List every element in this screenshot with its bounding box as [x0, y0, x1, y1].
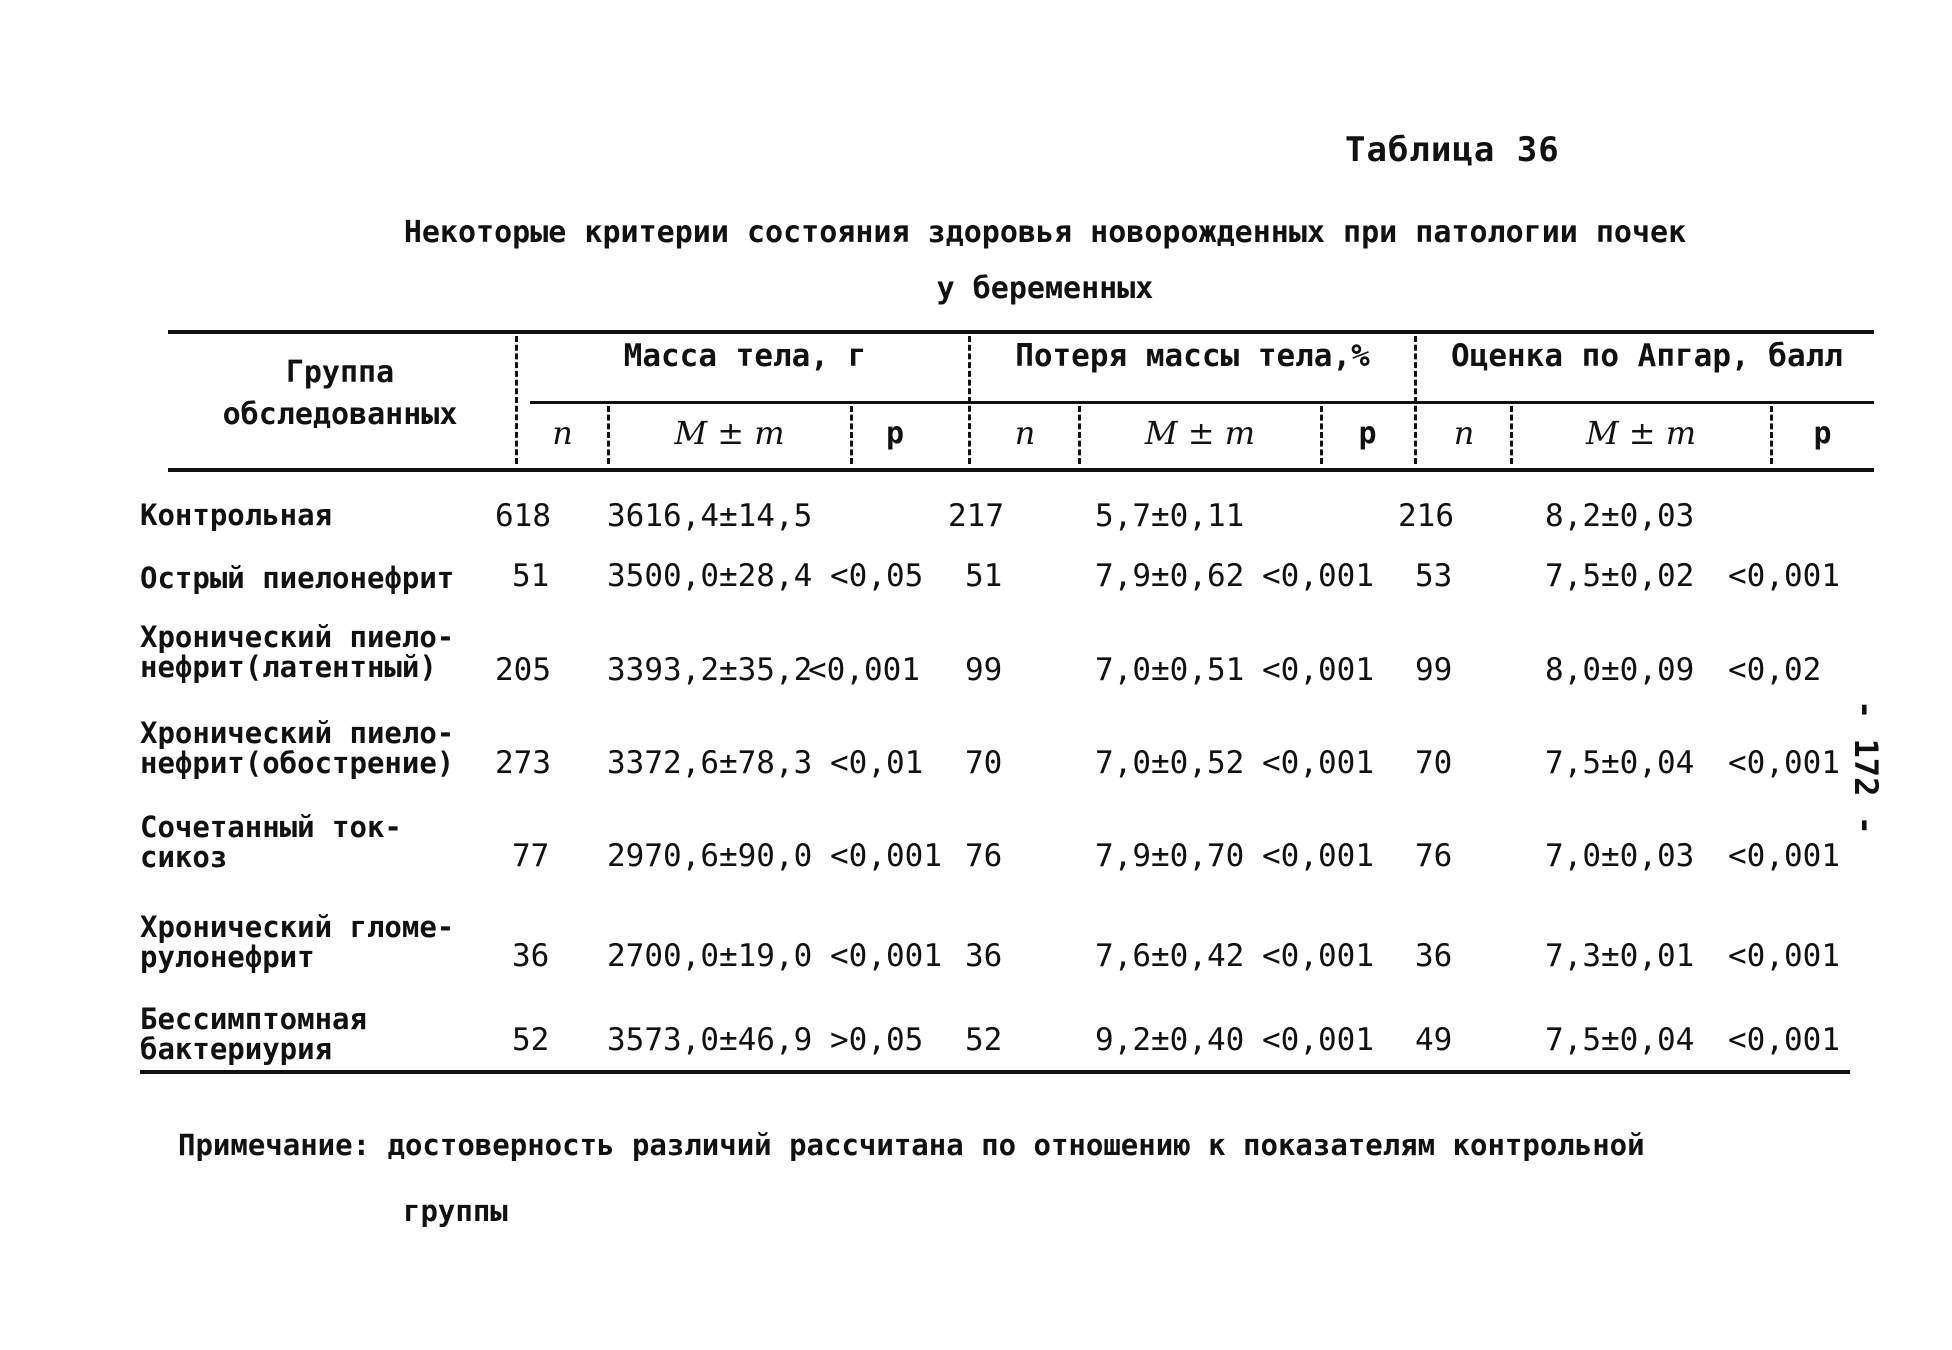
subheader-mean: M ± m: [1144, 414, 1256, 452]
mass-n: 273: [495, 745, 551, 781]
loss-mean: 5,7±0,11: [1095, 498, 1245, 534]
apgar-n: 76: [1415, 838, 1453, 874]
header-apgar: Оценка по Апгар, балл: [1451, 338, 1843, 374]
apgar-p: <0,001: [1728, 558, 1840, 594]
loss-p: <0,001: [1262, 1022, 1374, 1058]
mass-n: 205: [495, 652, 551, 688]
table-title-line-1: Некоторые критерии состояния здоровья новорожденных при патологии почек: [403, 215, 1687, 250]
header-separator: [515, 336, 518, 464]
apgar-mean: 7,5±0,02: [1545, 558, 1695, 594]
mass-mean: 3372,6±78,3: [607, 745, 813, 781]
subheader-n: n: [1453, 414, 1475, 452]
mass-n: 618: [495, 498, 551, 534]
row-group: Хронический пиело- нефрит(латентный): [140, 620, 455, 684]
mass-p: <0,01: [830, 745, 924, 781]
mass-n: 51: [512, 558, 550, 594]
header-mass-loss: Потеря массы тела,%: [1015, 338, 1370, 374]
header-group: Группа обследованных: [222, 355, 458, 432]
mass-p: <0,05: [830, 558, 924, 594]
apgar-n: 49: [1415, 1022, 1453, 1058]
table-bottom-rule: [140, 1070, 1850, 1074]
mass-mean: 3393,2±35,2: [607, 652, 813, 688]
subheader-n: n: [552, 414, 573, 452]
row-group: Контрольная: [140, 498, 333, 532]
loss-p: <0,001: [1262, 838, 1374, 874]
page-number: - 172 -: [1847, 700, 1885, 835]
mass-mean: 3573,0±46,9: [607, 1022, 813, 1058]
header-separator: [850, 406, 853, 464]
loss-mean: 7,9±0,62: [1095, 558, 1245, 594]
loss-p: <0,001: [1262, 938, 1374, 974]
apgar-p: <0,001: [1728, 1022, 1840, 1058]
header-separator: [1510, 406, 1513, 464]
header-separator: [1078, 406, 1081, 464]
loss-mean: 7,6±0,42: [1095, 938, 1245, 974]
apgar-mean: 7,5±0,04: [1545, 745, 1695, 781]
header-separator: [1320, 406, 1323, 464]
apgar-mean: 7,0±0,03: [1545, 838, 1695, 874]
header-separator: [1770, 406, 1773, 464]
loss-p: <0,001: [1262, 652, 1374, 688]
loss-n: 36: [965, 938, 1003, 974]
table-header-bottom-rule: [168, 468, 1874, 472]
row-group: Бессимптомная бактериурия: [140, 1002, 367, 1066]
table-title-line-2: у беременных: [936, 271, 1154, 306]
subheader-mean: M ± m: [1585, 414, 1697, 452]
apgar-mean: 7,5±0,04: [1545, 1022, 1695, 1058]
subheader-n: n: [1014, 414, 1036, 452]
apgar-p: <0,02: [1728, 652, 1822, 688]
row-group: Хронический гломе- рулонефрит: [140, 910, 455, 974]
mass-n: 52: [512, 1022, 550, 1058]
loss-mean: 7,9±0,70: [1095, 838, 1245, 874]
loss-p: <0,001: [1262, 745, 1374, 781]
row-group: Сочетанный ток- сикоз: [140, 810, 402, 874]
subheader-p: p: [1813, 416, 1832, 451]
mass-p: <0,001: [808, 652, 920, 688]
apgar-p: <0,001: [1728, 838, 1840, 874]
header-separator: [968, 336, 971, 464]
mass-mean: 3500,0±28,4: [607, 558, 813, 594]
mass-n: 77: [512, 838, 550, 874]
table-top-rule: [168, 330, 1874, 334]
mass-p: <0,001: [830, 838, 942, 874]
header-separator: [1414, 336, 1417, 464]
note-line-2: группы: [403, 1194, 508, 1228]
loss-n: 51: [965, 558, 1003, 594]
apgar-mean: 8,0±0,09: [1545, 652, 1695, 688]
subheader-p: p: [885, 416, 905, 451]
mass-mean: 3616,4±14,5: [607, 498, 813, 534]
note-line-1: Примечание: достоверность различий рассчитана по отношению к показателям контрольной: [178, 1128, 1645, 1162]
subheader-mean: M ± m: [674, 414, 785, 452]
loss-mean: 9,2±0,40: [1095, 1022, 1245, 1058]
row-group: Острый пиелонефрит: [140, 561, 455, 595]
mass-n: 36: [512, 938, 550, 974]
loss-n: 70: [965, 745, 1003, 781]
apgar-n: 216: [1398, 498, 1454, 534]
apgar-mean: 7,3±0,01: [1545, 938, 1695, 974]
loss-p: <0,001: [1262, 558, 1374, 594]
loss-n: 217: [948, 498, 1004, 534]
loss-mean: 7,0±0,51: [1095, 652, 1245, 688]
apgar-mean: 8,2±0,03: [1545, 498, 1695, 534]
mass-mean: 2970,6±90,0: [607, 838, 813, 874]
loss-n: 99: [965, 652, 1003, 688]
loss-n: 52: [965, 1022, 1003, 1058]
table-note: [178, 1112, 1778, 1244]
apgar-n: 70: [1415, 745, 1453, 781]
loss-n: 76: [965, 838, 1003, 874]
header-separator: [607, 406, 610, 464]
row-group: Хронический пиело- нефрит(обострение): [140, 716, 455, 780]
apgar-p: <0,001: [1728, 745, 1840, 781]
apgar-n: 36: [1415, 938, 1453, 974]
loss-mean: 7,0±0,52: [1095, 745, 1245, 781]
mass-p: <0,001: [830, 938, 942, 974]
subheader-p: p: [1358, 416, 1377, 451]
apgar-p: <0,001: [1728, 938, 1840, 974]
table-number: Таблица 36: [1345, 130, 1560, 170]
mass-mean: 2700,0±19,0: [607, 938, 813, 974]
apgar-n: 53: [1415, 558, 1453, 594]
header-body-mass: Масса тела, г: [623, 338, 867, 374]
apgar-n: 99: [1415, 652, 1453, 688]
table-subheader-rule: [530, 401, 1874, 404]
mass-p: >0,05: [830, 1022, 924, 1058]
table-title: [330, 205, 1760, 317]
